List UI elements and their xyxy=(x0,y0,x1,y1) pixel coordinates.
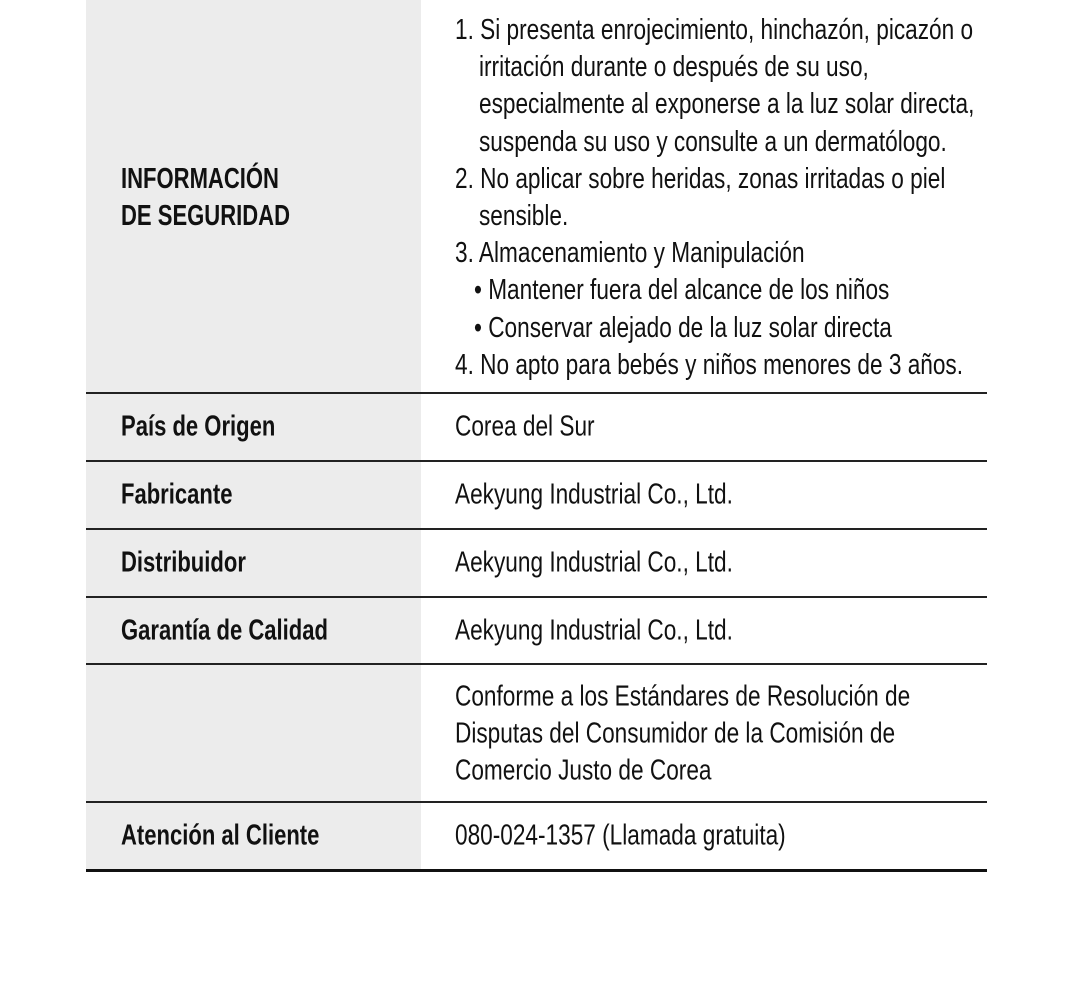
value-cell xyxy=(421,665,987,801)
value-cell xyxy=(421,394,987,460)
row-dispute-resolution xyxy=(86,665,987,803)
row-label: Garantía de Calidad xyxy=(121,614,328,646)
safety-item-2-line-2 xyxy=(455,198,1072,235)
row-customer-service xyxy=(86,803,987,872)
item-text: No apto para bebés y niños menores de 3 años. xyxy=(480,348,964,381)
item-number: 2. xyxy=(455,162,474,195)
safety-label-line-2: DE SEGURIDAD xyxy=(121,200,290,232)
label-cell xyxy=(86,803,421,869)
row-value-line-3: Comercio Justo de Corea xyxy=(455,754,712,787)
bullet-text: Mantener fuera del alcance de los niños xyxy=(488,274,890,307)
safety-item-2 xyxy=(455,161,1072,198)
safety-value-cell xyxy=(421,0,987,392)
row-distributor xyxy=(86,530,987,598)
label-cell xyxy=(86,462,421,528)
product-info-table xyxy=(86,0,987,872)
safety-list xyxy=(455,12,1072,384)
safety-item-4 xyxy=(455,347,1072,384)
safety-bullet-2 xyxy=(455,310,1072,347)
safety-item-1-line-2 xyxy=(455,49,1072,86)
item-number: 3. xyxy=(455,237,474,270)
row-value: Corea del Sur xyxy=(455,410,595,443)
safety-label xyxy=(121,161,343,235)
item-text: sensible. xyxy=(479,199,569,232)
row-label: Atención al Cliente xyxy=(121,819,320,852)
safety-item-1-line-3 xyxy=(455,86,1072,123)
row-value-line-1: Conforme a los Estándares de Resolución de xyxy=(455,680,911,713)
row-label: Distribuidor xyxy=(121,546,246,579)
label-cell xyxy=(86,530,421,596)
item-text: Si presenta enrojecimiento, hinchazón, picazón o xyxy=(480,14,974,46)
value-cell xyxy=(421,803,987,869)
row-label: País de Origen xyxy=(121,410,276,443)
safety-info-row xyxy=(86,0,987,394)
bullet-icon: • xyxy=(474,274,482,307)
row-country-of-origin xyxy=(86,394,987,462)
item-number: 1. xyxy=(455,14,474,46)
item-text: especialmente al exponerse a la luz solar directa, xyxy=(479,88,975,121)
safety-item-1-line-4 xyxy=(455,124,1072,161)
customer-service-phone: 080-024-1357 (Llamada gratuita) xyxy=(455,819,786,852)
value-cell xyxy=(421,530,987,596)
value-cell xyxy=(421,462,987,528)
label-cell xyxy=(86,598,421,663)
label-cell xyxy=(86,394,421,460)
label-cell xyxy=(86,665,421,801)
item-text: Almacenamiento y Manipulación xyxy=(478,237,805,270)
item-number: 4. xyxy=(455,348,474,381)
safety-item-1 xyxy=(455,12,1072,49)
row-quality-guarantee xyxy=(86,598,987,665)
row-label: Fabricante xyxy=(121,478,233,511)
item-text: irritación durante o después de su uso, xyxy=(479,51,869,84)
item-text: No aplicar sobre heridas, zonas irritadas o piel xyxy=(480,162,946,195)
safety-label-line-1: INFORMACIÓN xyxy=(121,163,279,195)
item-text: suspenda su uso y consulte a un dermatólogo. xyxy=(479,125,947,158)
value-cell xyxy=(421,598,987,663)
bullet-icon: • xyxy=(474,311,482,344)
row-value: Aekyung Industrial Co., Ltd. xyxy=(455,478,733,511)
row-value: Aekyung Industrial Co., Ltd. xyxy=(455,614,733,646)
row-manufacturer xyxy=(86,462,987,530)
row-value-line-2: Disputas del Consumidor de la Comisión de xyxy=(455,717,896,750)
safety-bullet-1 xyxy=(455,272,1072,309)
row-value: Aekyung Industrial Co., Ltd. xyxy=(455,546,733,579)
safety-item-3 xyxy=(455,235,1072,272)
safety-label-cell xyxy=(86,0,421,392)
bullet-text: Conservar alejado de la luz solar directa xyxy=(488,311,892,344)
